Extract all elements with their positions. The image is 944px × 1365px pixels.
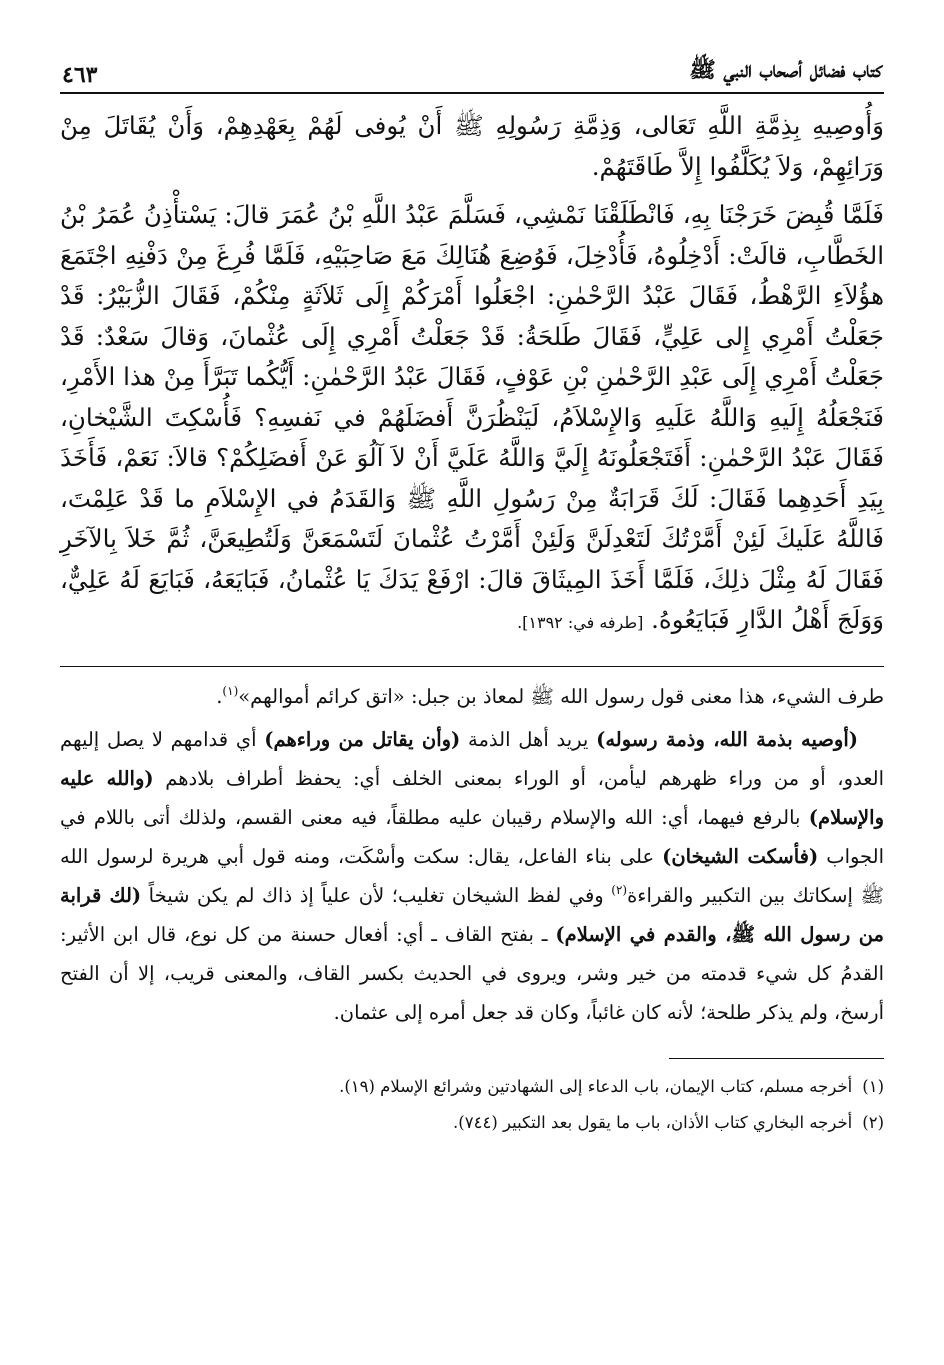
- commentary-paragraph-1: [60, 720, 884, 1032]
- cross-reference: [طرفه في: ١٣٩٢].: [517, 613, 644, 632]
- section-divider: [60, 666, 884, 667]
- footnote-number: (١): [862, 1076, 884, 1096]
- commentary-text: .: [216, 684, 223, 708]
- footnote-ref-1: (١): [222, 683, 239, 698]
- hadith-paragraph-1: وَأُوصِيهِ بِذِمَّةِ اللَّهِ تَعَالى، وَذِمَّةِ رَسُولِهِ ﷺ أَنْ يُوفى لَهُمْ بِعَهْدِهِمْ، وَأَنْ يُقَاتَلَ مِنْ وَرَائِهِمْ، وَلاَ يُكَلَّفُوا إِلاَّ طَاقَتَهُمْ.: [60, 111, 884, 181]
- hadith-paragraph-2-text: فَلَمَّا قُبِضَ خَرَجْنَا بِهِ، فَانْطَلَقْنَا نَمْشِي، فَسَلَّمَ عَبْدُ اللَّهِ بْنُ عُمَرَ قالَ: يَسْتأْذِنُ عُمَرُ بْنُ الخَطَّابِ، قالَتْ: أَدْخِلُوهُ، فَأُدْخِلَ، فَوُضِعَ هُنَالِكَ مَعَ صَاحِبَيْهِ، فَلَمَّا فُرِغَ مِنْ دَفْنِهِ اجْتَمَعَ هؤُلاَءِ الرَّهْطُ، فَقَالَ عَبْدُ الرَّحْمٰنِ: اجْعَلُوا أَمْرَكُمْ إِلَى ثَلاَثَةٍ مِنْكُمْ، فَقَالَ الزُّبَيْرُ: قَدْ جَعَلْتُ أَمْرِي إِلى عَلِيٍّ، فَقَالَ طَلحَةُ: قَدْ جَعَلْتُ أَمْرِي إِلَى عُثْمانَ، وَقالَ سَعْدٌ: قَدْ جَعَلْتُ أَمْرِي إِلَى عَبْدِ الرَّحْمٰنِ بْنِ عَوْفٍ، فَقَالَ عَبْدُ الرَّحْمٰنِ: أَيُّكُما تَبَرَّأَ مِنْ هذا الأَمْرِ، فَنَجْعَلُهُ إِلَيهِ وَاللَّهُ عَلَيهِ وَالإِسْلاَمُ، لَيَنْظُرَنَّ أَفضَلَهُمْ في نَفسِهِ؟ فَأُسْكِتَ الشَّيْخانِ، فَقَالَ عَبْدُ الرَّحْمٰنِ: أَفَتَجْعَلُونَهُ إِلَيَّ وَاللَّهُ عَلَيَّ أَنْ لاَ آلُوَ عَنْ أَفضَلِكُمْ؟ قالاَ: نَعَمْ، فَأَخَذَ بِيَدِ أَحَدِهِما فَقَالَ: لَكَ قَرَابَةٌ مِنْ رَسُولِ اللَّهِ ﷺ وَالقَدَمُ في الإِسْلاَمِ ما قَدْ عَلِمْتَ، فَاللَّهُ عَلَيكَ لَئِنْ أَمَّرْتُكَ لَتَعْدِلَنَّ وَلَئِنْ أَمَّرْتُ عُثْمانَ لَتَسْمَعَنَّ وَلَتُطِيعَنَّ، ثُمَّ خَلاَ بِالآخَرِ فَقَالَ لَهُ مِثْلَ ذلِكَ، فَلَمَّا أَخَذَ المِيثَاقَ قالَ: ارْفَعْ يَدَكَ يَا عُثْمانُ، فَبَايَعَهُ، فَبَايَعَ لَهُ عَلِيٌّ، وَوَلَجَ أَهْلُ الدَّارِ فَبَايَعُوهُ.: [60, 200, 884, 634]
- quoted-phrase: (والله عليه والإسلام): [60, 766, 884, 829]
- commentary-text: أي قدامهم لا يصل إليهم العدو، أو من وراء ظهرهم ليأمن، أو الوراء بمعنى الخلف أي: يحفظ أطراف بلادهم: [60, 727, 884, 790]
- hadith-text: [60, 106, 884, 644]
- commentary-text: وفي لفظ الشيخان تغليب؛ لأن علياً إذ ذاك لم يكن شيخاً: [141, 883, 612, 907]
- quoted-phrase: (فأسكت الشيخان): [662, 844, 819, 868]
- commentary-text: بالرفع فيهما، أي: الله والإسلام رقيبان عليه مطلقاً، فيه معنى القسم، ولذلك أتى باللام في الجواب: [60, 805, 885, 868]
- quoted-phrase: (وأن يقاتل من وراءهم): [264, 727, 461, 751]
- footnote-ref-2: (٢): [611, 882, 628, 897]
- quoted-phrase: (أوصيه بذمة الله، وذمة رسوله): [596, 727, 858, 751]
- commentary-text: طرف الشيء، هذا معنى قول رسول الله ﷺ لمعاذ بن جبل: «اتق كرائم أموالهم»: [238, 684, 884, 708]
- footnote-divider: [669, 1058, 884, 1059]
- hadith-paragraph-2: [60, 195, 884, 644]
- commentary-paragraph-0: [60, 677, 884, 716]
- book-page: [60, 44, 884, 1141]
- quoted-phrase: (لك قرابة من رسول الله ﷺ، والقدم في الإسلام): [60, 883, 885, 946]
- footnote-2: [60, 1105, 884, 1141]
- page-header: [60, 44, 884, 94]
- commentary-text: على بناء الفاعل، يقال: سكت وأسْكَت، ومنه قول أبي هريرة لرسول الله ﷺ إسكاتك بين التكبير والقراءة: [60, 844, 885, 907]
- footnote-number: (٢): [862, 1112, 884, 1132]
- running-title: كتاب فضائل أصحاب النبي ﷺ: [689, 57, 882, 83]
- footnote-text: أخرجه مسلم، كتاب الإيمان، باب الدعاء إلى الشهادتين وشرائع الإسلام (١٩).: [339, 1076, 853, 1096]
- commentary-text: ـ بفتح القاف ـ أي: أفعال حسنة من كل نوع، قال ابن الأثير: القدمُ كل شيء قدمته من خير وشر، ويروى في الحديث بكسر القاف، والمعنى قريب، إلا أن الفتح أرسخ، ولم يذكر طلحة؛ لأنه كان غائباً، وكان قد جعل أمره إلى عثمان.: [60, 922, 884, 1024]
- footnotes: [60, 1069, 884, 1141]
- footnote-1: [60, 1069, 884, 1105]
- commentary: [60, 677, 884, 1032]
- commentary-text: يريد أهل الذمة: [460, 727, 597, 751]
- footnote-text: أخرجه البخاري كتاب الأذان، باب ما يقول بعد التكبير (٧٤٤).: [453, 1112, 853, 1132]
- page-number: ٤٦٣: [62, 62, 98, 88]
